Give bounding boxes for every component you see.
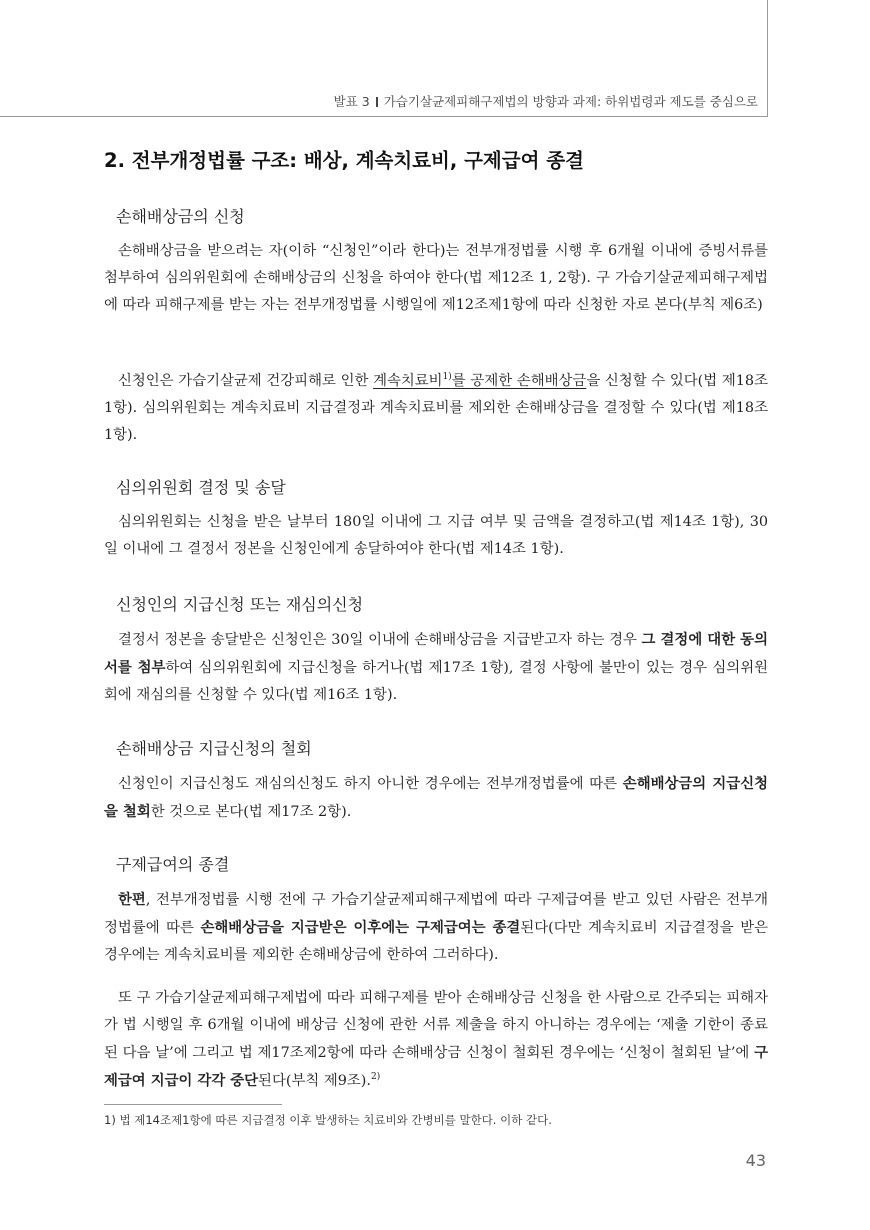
underlined-term: 계속치료비 [373, 373, 443, 389]
paragraph-committee-decision: 심의위원회는 신청을 받은 날부터 180일 이내에 그 지급 여부 및 금액을 결정하고(법 제14조 1항), 30일 이내에 그 결정서 정본을 신청인에게 송달하여야 한다(법 제14조 1항). [104, 514, 768, 557]
page-number: 43 [745, 1151, 766, 1170]
text-run: 한 것으로 본다(법 제17조 2항). [150, 804, 352, 820]
paragraph-payment-or-reexam [104, 626, 768, 709]
bold-phrase: 구제급여 지급이 각각 중단 [104, 1044, 768, 1089]
section-title: 2. 전부개정법률 구조: 배상, 계속치료비, 구제급여 종결 [104, 149, 584, 172]
paragraph-relief-termination-2 [104, 985, 768, 1095]
text-run: , 전부개정법률 시행 전에 구 가습기살균제피해구제법에 따라 구제급여를 받고 있던 사람은 전부개정법률에 따른 [104, 892, 768, 936]
subheading-relief-termination: 구제급여의 종결 [116, 855, 230, 874]
text-run: 결정서 정본을 송달받은 신청인은 30일 이내에 손해배상금을 지급받고자 하는 경우 [118, 632, 642, 648]
underlined-phrase: 를 공제한 손해배상금 [451, 373, 587, 389]
subheading-payment-or-reexam: 신청인의 지급신청 또는 재심의신청 [116, 595, 364, 614]
paragraph-damages-application-2 [104, 368, 768, 449]
subheading-damages-application: 손해배상금의 신청 [116, 207, 245, 226]
text-run: 신청인은 가습기살균제 건강피해로 인한 [118, 373, 374, 389]
footnote-divider [104, 1104, 282, 1105]
paragraph-relief-termination-1 [104, 886, 768, 969]
paragraph-withdrawal [104, 770, 768, 826]
text-run: 또 구 가습기살균제피해구제법에 따라 피해구제를 받아 손해배상금 신청을 한 사람으로 간주되는 피해자가 법 시행일 후 6개월 이내에 배상금 신청에 관한 서류 제출을 하지 아니하는 경우에는 ‘제출 기한이 종료된 다음 날’에 그리고 법 제17조제2항에 따라 손해배상금 신청이 철회된 경우에는 ‘신청이 철회된 날’에 [104, 990, 768, 1061]
bold-phrase: 그 결정에 대한 동의서를 첨부 [104, 631, 768, 676]
running-header [334, 92, 758, 110]
header-part: 발표 3 [333, 94, 370, 109]
text-run: 하여 심의위원회에 지급신청을 하거나(법 제17조 1항), 결정 사항에 불만이 있는 경우 심의위원회에 재심의를 신청할 수 있다(법 제16조 1항). [104, 660, 768, 703]
header-title: 가습기살균제피해구제법의 방향과 과제: 하위법령과 제도를 중심으로 [383, 94, 758, 109]
footnote-ref-2[interactable]: 2) [371, 1072, 381, 1083]
text-run: 을 신청할 수 있다(법 제18조 1항). 심의위원회는 계속치료비 지급결정과 계속치료비를 제외한 손해배상금을 결정할 수 있다(법 제18조 1항). [104, 373, 768, 443]
subheading-committee-decision: 심의위원회 결정 및 송달 [116, 478, 286, 497]
text-run: 된다(다만 계속치료비 지급결정을 받은 경우에는 계속치료비를 제외한 손해배상금에 한하여 그러하다). [104, 920, 768, 963]
bold-phrase: 손해배상금의 지급신청을 철회 [104, 775, 769, 820]
bold-word: 한편 [118, 891, 146, 908]
header-separator [376, 97, 378, 107]
text-run: 신청인이 지급신청도 재심의신청도 하지 아니한 경우에는 전부개정법률에 따른 [118, 776, 623, 792]
subheading-withdrawal: 손해배상금 지급신청의 철회 [116, 739, 312, 758]
text-run: 된다(부칙 제9조). [258, 1073, 371, 1089]
footnote-1: 1) 법 제14조제1항에 따른 지급결정 이후 발생하는 치료비와 간병비를 말한다. 이하 같다. [104, 1113, 552, 1127]
paragraph-damages-application-1: 손해배상금을 받으려는 자(이하 “신청인”이라 한다)는 전부개정법률 시행 후 6개월 이내에 증빙서류를 첨부하여 심의위원회에 손해배상금의 신청을 하여야 한다(법 제12조 1, 2항). 구 가습기살균제피해구제법에 따라 피해구제를 받는 자는 전부개정법률 시행일에 제12조제1항에 따라 신청한 자로 본다(부칙 제6조) [104, 243, 768, 313]
footnote-ref-1[interactable]: 1) [442, 372, 452, 383]
underlined-text [373, 373, 586, 389]
bold-phrase: 손해배상금을 지급받은 이후에는 구제급여는 종결 [200, 919, 521, 936]
